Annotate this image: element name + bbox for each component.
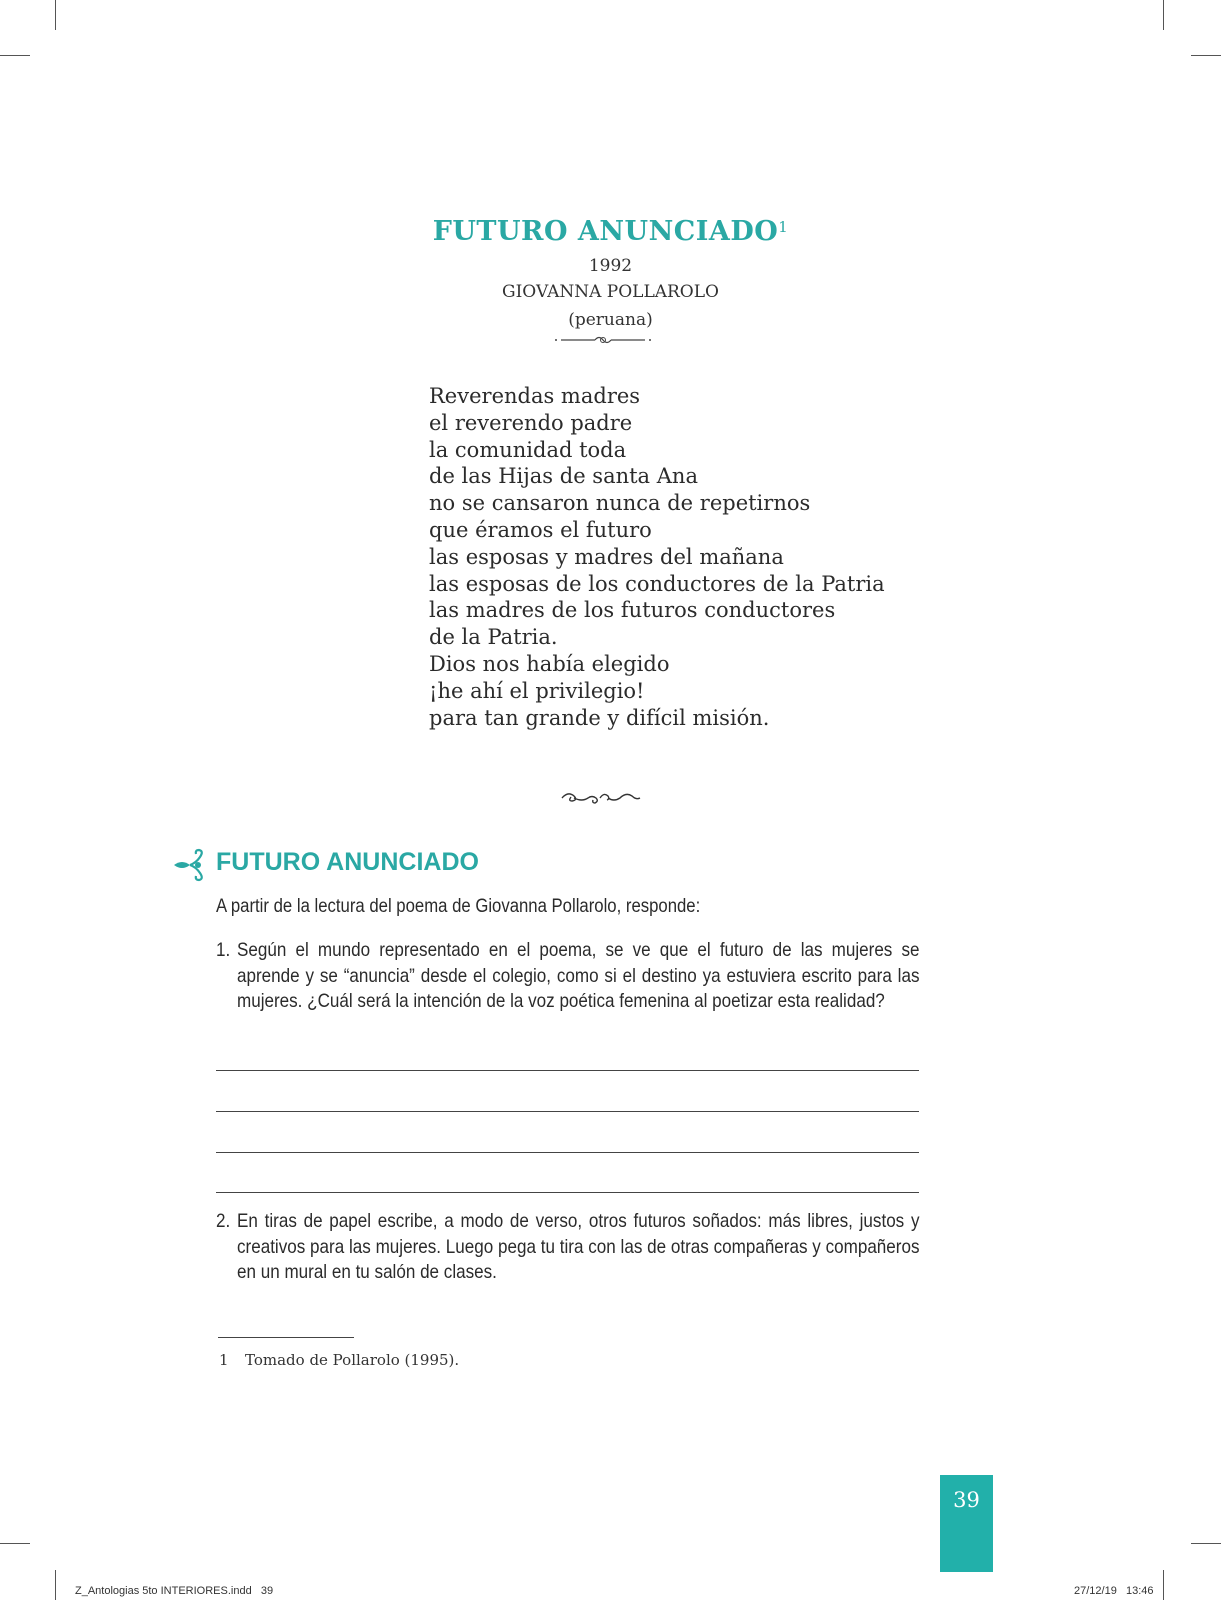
crop-mark [1163, 1570, 1164, 1600]
poem-line: de la Patria. [429, 625, 558, 650]
poem-body [429, 383, 885, 731]
poem-line: no se cansaron nunca de repetirnos [429, 491, 811, 516]
answer-line[interactable] [216, 1111, 919, 1112]
poem-line: las esposas de los conductores de la Patria [429, 571, 885, 596]
poem-line: el reverendo padre [429, 410, 633, 435]
poem-line: las esposas y madres del mañana [429, 544, 784, 569]
crop-mark [55, 0, 56, 30]
answer-line[interactable] [216, 1192, 919, 1193]
footnote-number: 1 [219, 1351, 229, 1369]
poem-line: Reverendas madres [429, 384, 641, 408]
crop-mark [1163, 0, 1164, 30]
poem-line: que éramos el futuro [429, 517, 652, 542]
activity-intro: A partir de la lectura del poema de Giovanna Pollarolo, responde: [216, 896, 701, 917]
crop-mark [0, 55, 30, 56]
crop-mark [1191, 55, 1221, 56]
slug-date: 27/12/19 13:46 [1074, 1585, 1154, 1597]
poem-line: la comunidad toda [429, 437, 627, 462]
question-number: 1. [216, 939, 231, 961]
activity-title: FUTURO ANUNCIADO [216, 848, 479, 876]
poem-line: ¡he ahí el privilegio! [429, 678, 645, 703]
footnote-ref: 1 [778, 218, 789, 236]
question-2 [216, 1209, 920, 1286]
slug-filename: Z_Antologias 5to INTERIORES.indd 39 [75, 1585, 274, 1597]
question-1 [216, 938, 920, 1015]
answer-line[interactable] [216, 1070, 919, 1071]
crop-mark [1191, 1543, 1221, 1544]
footnote [219, 1351, 459, 1369]
poem-line: para tan grande y difícil misión. [429, 705, 770, 730]
footnote-rule [218, 1337, 354, 1338]
answer-line[interactable] [216, 1152, 919, 1153]
leaf-ornament-icon [172, 848, 208, 882]
page-number: 39 [953, 1488, 980, 1512]
question-text: Según el mundo representado en el poema, se ve que el futuro de las mujeres se aprende y se “anuncia” desde el colegio, como si el destino ya estuviera escrito para las mujeres. ¿Cuál será la intención de la voz poética femenina al poetizar esta realidad? [237, 939, 920, 1012]
poem-year: 1992 [588, 256, 633, 276]
poem-nationality: (peruana) [568, 310, 653, 330]
poem-line: Dios nos había elegido [429, 651, 670, 676]
flourish-ornament-icon [560, 789, 642, 807]
crop-mark [0, 1543, 30, 1544]
poem-line: las madres de los futuros conductores [429, 598, 836, 623]
poem-author: GIOVANNA POLLAROLO [502, 282, 719, 302]
crop-mark [55, 1570, 56, 1600]
question-text: En tiras de papel escribe, a modo de verso, otros futuros soñados: más libres, justos y creativos para las mujeres. Luego pega tu tira con las de otras compañeras y compañeros en un mural en tu salón de clases. [237, 1210, 920, 1283]
poem-title: FUTURO ANUNCIADO$^1$ [432, 216, 789, 247]
footnote-text: Tomado de Pollarolo (1995). [245, 1351, 460, 1369]
page-number-box [940, 1475, 993, 1572]
question-number: 2. [216, 1210, 231, 1232]
ornament-divider-icon [553, 334, 653, 346]
poem-line: de las Hijas de santa Ana [429, 464, 698, 489]
